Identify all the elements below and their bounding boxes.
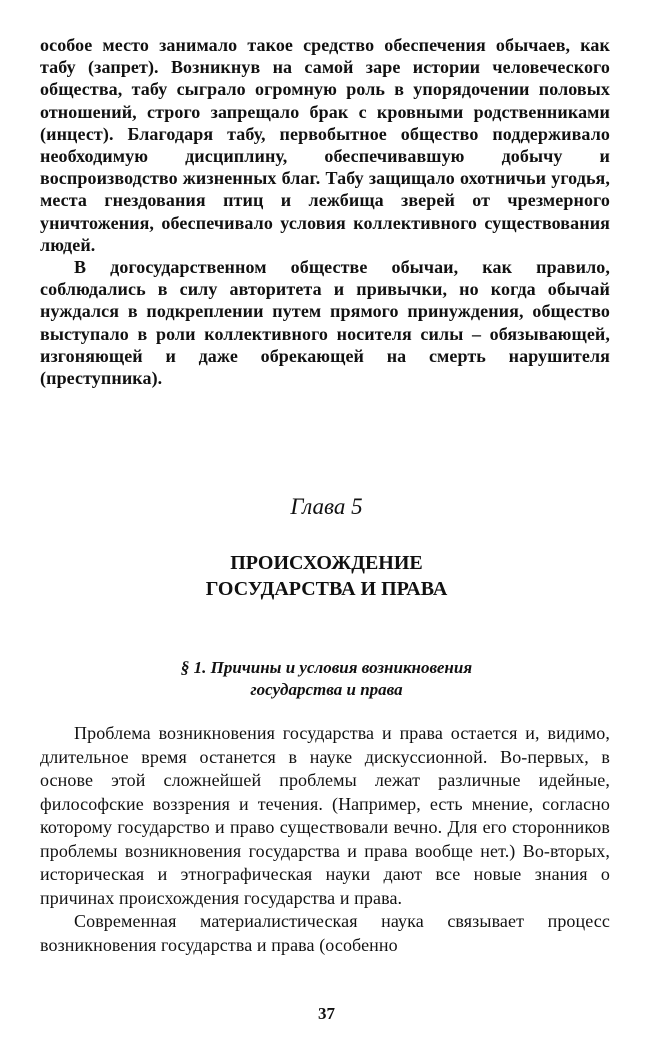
paragraph-problem: Проблема возникновения государства и права остается и, видимо, длительное время останется в науке дискуссионной. Во-первых, в основе этой сложнейшей проблемы лежат различные идейные, философские воззрения и течения. (Например, есть мнение, согласно которому государство и право существовали вечно. Для его сторонников проблемы возникновения государства и права вообще нет.) Во-вторых, историческая и этнографическая науки дают все новые знания о причинах происхождения государства и права. (40, 723, 610, 908)
section-title-line-2: государства и права (250, 680, 403, 699)
paragraph-taboo: особое место занимало такое средство обеспечения обычаев, как табу (запрет). Возникнув на самой заре истории человеческого общества, табу сыграло огромную роль в упорядочении половых отношений, строго запрещало брак с кровными родственниками (инцест). Благодаря табу, первобытное общество поддерживало необходимую дисциплину, обеспечивавшую добычу и воспроизводство жизненных благ. Табу защищало охотничьи угодья, места гнездования птиц и лежбища зверей от чрезмерного уничтожения, обеспечивало условия коллективного существования людей. (40, 35, 610, 255)
page-number: 37 (318, 1004, 335, 1023)
upper-text-block (40, 34, 610, 389)
paragraph-modern-science: Современная материалистическая наука связывает процесс возникновения государства и права (особенно (40, 911, 610, 955)
chapter-title-line-1: ПРОИСХОЖДЕНИЕ (230, 552, 423, 574)
chapter-title-line-2: ГОСУДАРСТВА И ПРАВА (205, 578, 448, 600)
chapter-title (0, 550, 653, 602)
lower-text-block (40, 722, 610, 957)
paragraph-pre-state-customs: В догосударственном обществе обычаи, как правило, соблюдались в силу авторитета и привычки, но когда обычай нуждался в подкреплении путем прямого принуждения, общество выступало в роли коллективного носителя силы – обязывающей, изгоняющей и даже обрекающей на смерть нарушителя (преступника). (40, 257, 610, 389)
chapter-label: Глава 5 (290, 494, 363, 519)
section-title (0, 657, 653, 701)
section-title-line-1: § 1. Причины и условия возникновения (180, 658, 473, 677)
